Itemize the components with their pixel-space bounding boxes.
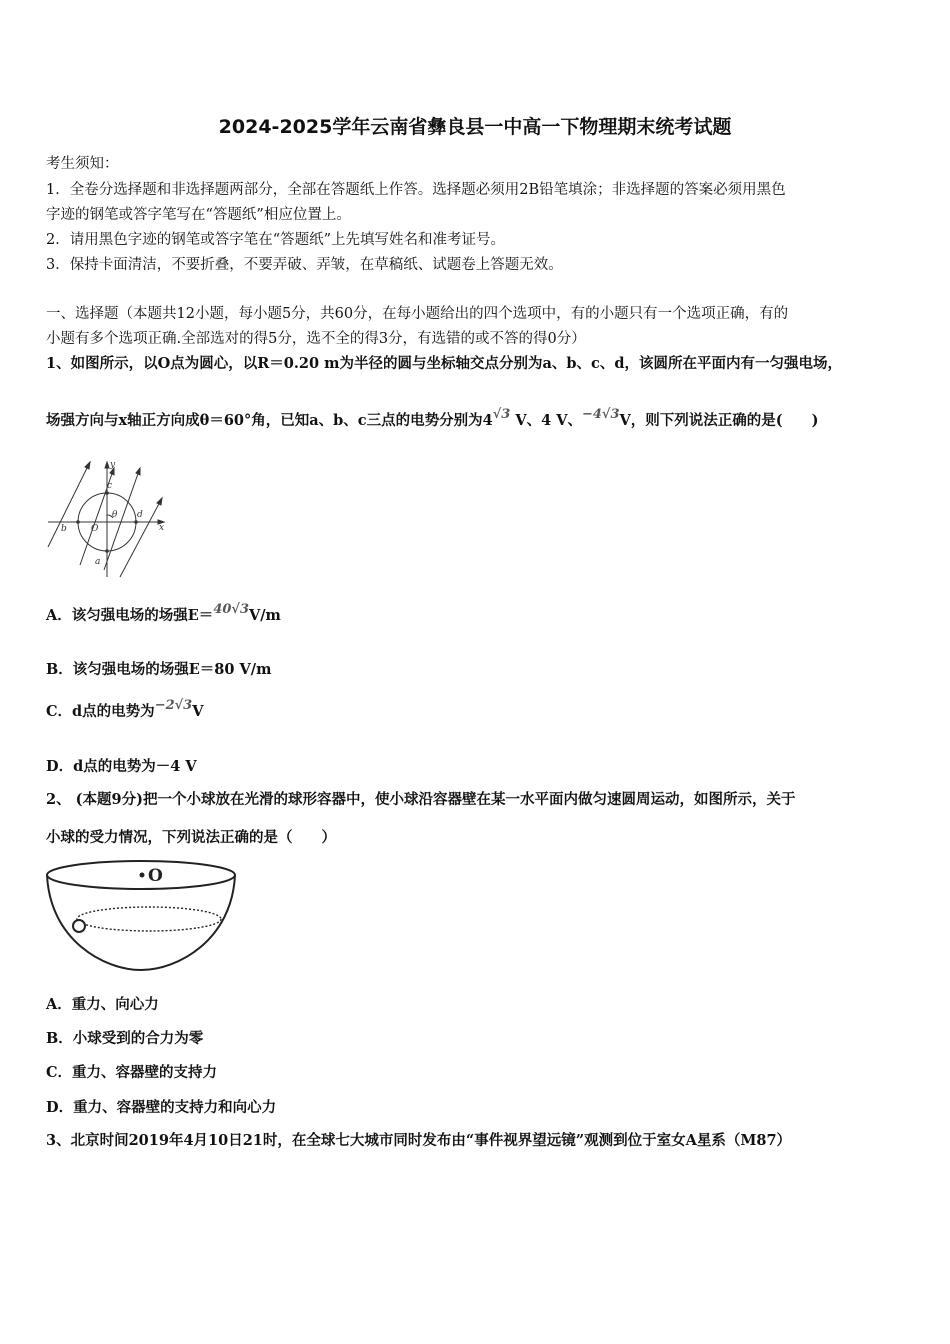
q1-line2-a: 场强方向与x轴正方向成θ＝60°角，已知a、b、c三点的电势分别为4 bbox=[46, 412, 493, 429]
point-c bbox=[105, 491, 109, 495]
q1-option-c-sqrt: −2√3 bbox=[154, 698, 193, 713]
notice-heading: 考生须知： bbox=[46, 156, 119, 172]
point-b bbox=[76, 520, 80, 524]
field-line-3-arrow bbox=[136, 468, 140, 475]
q1-figure bbox=[44, 455, 174, 580]
point-a bbox=[105, 549, 109, 553]
q1-line2-b: V、4 V、 bbox=[510, 412, 582, 429]
field-line-4-arrow bbox=[157, 498, 162, 505]
q1-option-b: B．该匀强电场的场强E＝80 V/m bbox=[46, 661, 272, 678]
center-point bbox=[140, 873, 145, 878]
q1-option-c-unit: V bbox=[192, 703, 204, 720]
label-y: y bbox=[110, 460, 116, 470]
q1-line2-c: V，则下列说法正确的是( ) bbox=[619, 412, 819, 429]
q1-option-a-text: A．该匀强电场的场强E＝ bbox=[46, 607, 214, 624]
q1-line1: 1、如图所示，以O点为圆心，以R＝0.20 m为半径的圆与坐标轴交点分别为a、b、c、d，该圆所在平面内有一匀强电场， bbox=[46, 355, 842, 372]
q1-line2 bbox=[46, 409, 819, 430]
page-title: 2024-2025学年云南省彝良县一中高一下物理期末统考试题 bbox=[218, 116, 732, 138]
orbit-path bbox=[77, 907, 221, 931]
section1-line2: 小题有多个选项正确.全部选对的得5分，选不全的得3分，有选错的或不答的得0分） bbox=[46, 331, 586, 347]
label-d: d bbox=[137, 510, 143, 520]
point-d bbox=[134, 520, 138, 524]
field-line-1-arrow bbox=[85, 462, 90, 469]
q1-option-a-unit: V/m bbox=[249, 607, 281, 624]
q1-sqrt-2: −4√3 bbox=[581, 407, 620, 422]
label-O: O bbox=[91, 524, 99, 534]
q1-option-a bbox=[46, 604, 281, 625]
label-O: O bbox=[148, 866, 163, 886]
q2-figure bbox=[44, 855, 244, 977]
notice-item-3: 3．保持卡面清洁，不要折叠，不要弄破、弄皱，在草稿纸、试题卷上答题无效。 bbox=[46, 257, 563, 273]
q2-option-a: A．重力、向心力 bbox=[46, 996, 159, 1013]
q1-option-c bbox=[46, 700, 203, 721]
q2-option-c: C．重力、容器壁的支持力 bbox=[46, 1064, 218, 1081]
notice-item-1: 1．全卷分选择题和非选择题两部分，全部在答题纸上作答。选择题必须用2B铅笔填涂；非选择题的答案必须用黑色 bbox=[46, 182, 786, 198]
q1-option-a-sqrt: 40√3 bbox=[213, 602, 249, 617]
q2-line2: 小球的受力情况，下列说法正确的是（ ） bbox=[46, 829, 336, 846]
y-axis-arrow bbox=[105, 462, 109, 468]
label-c: c bbox=[107, 481, 113, 491]
q3-line1: 3、北京时间2019年4月10日21时，在全球七大城市同时发布由“事件视界望远镜”观测到位于室女A星系（M87） bbox=[46, 1132, 792, 1149]
label-b: b bbox=[61, 524, 67, 534]
q1-sqrt-1: √3 bbox=[492, 407, 511, 422]
q1-option-c-text: C．d点的电势为 bbox=[46, 703, 155, 720]
ball bbox=[73, 920, 85, 932]
label-x: x bbox=[159, 523, 165, 533]
notice-item-1-cont: 字迹的钢笔或答字笔写在“答题纸”相应位置上。 bbox=[46, 207, 351, 223]
q2-option-b: B．小球受到的合力为零 bbox=[46, 1030, 204, 1047]
label-a: a bbox=[95, 557, 101, 567]
label-theta: θ bbox=[112, 510, 118, 520]
q1-option-d: D．d点的电势为－4 V bbox=[46, 758, 197, 775]
q2-line1: 2、 (本题9分)把一个小球放在光滑的球形容器中，使小球沿容器壁在某一水平面内做匀速圆周运动，如图所示，关于 bbox=[46, 791, 796, 808]
notice-item-2: 2．请用黑色字迹的钢笔或答字笔在“答题纸”上先填写姓名和准考证号。 bbox=[46, 232, 506, 248]
q2-option-d: D．重力、容器壁的支持力和向心力 bbox=[46, 1099, 277, 1116]
section1-line1: 一、选择题（本题共12小题，每小题5分，共60分，在每小题给出的四个选项中，有的小题只有一个选项正确，有的 bbox=[46, 306, 789, 322]
